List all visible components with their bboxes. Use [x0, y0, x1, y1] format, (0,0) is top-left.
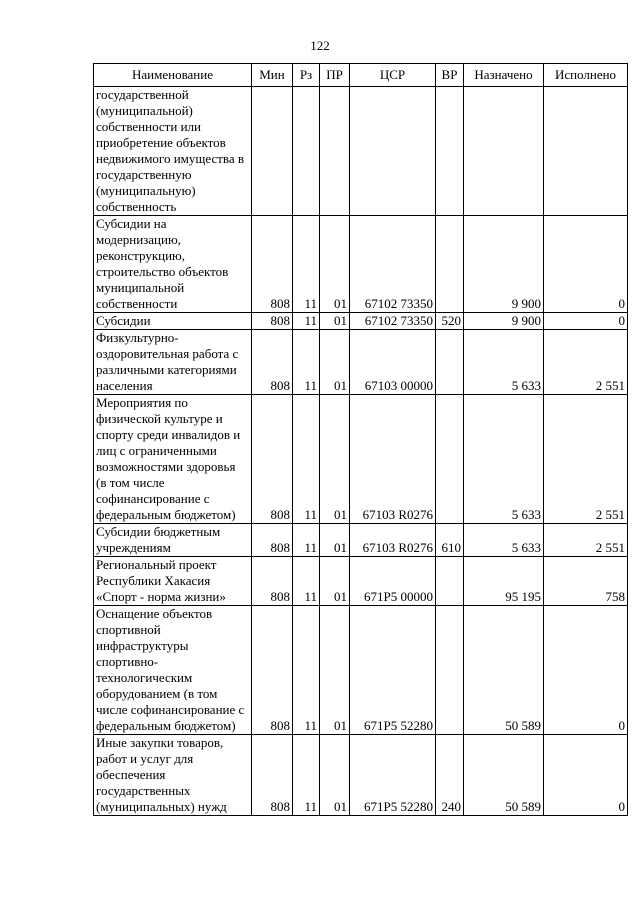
- row-name: Физкультурно-оздоровительная работа с различными категориями населения: [94, 330, 252, 395]
- row-csr: 67103 R0276: [350, 395, 436, 524]
- table-row: [94, 606, 628, 735]
- row-rz: 11: [293, 330, 320, 395]
- row-min: 808: [252, 395, 293, 524]
- row-rz: 11: [293, 216, 320, 313]
- header-executed: Исполнено: [544, 64, 628, 87]
- row-vr: [436, 395, 464, 524]
- row-rz: 11: [293, 606, 320, 735]
- row-executed: 2 551: [544, 524, 628, 557]
- header-vr: ВР: [436, 64, 464, 87]
- row-name: Мероприятия по физической культуре и спорту среди инвалидов и лиц с ограниченными возможностями здоровья (в том числе софинансирование с федеральным бюджетом): [94, 395, 252, 524]
- row-csr: [350, 87, 436, 216]
- row-pr: 01: [320, 606, 350, 735]
- row-min: 808: [252, 216, 293, 313]
- row-assigned: 9 900: [464, 216, 544, 313]
- table-row: [94, 557, 628, 606]
- row-rz: 11: [293, 395, 320, 524]
- row-min: 808: [252, 606, 293, 735]
- budget-table: [93, 63, 628, 816]
- row-executed: 0: [544, 313, 628, 330]
- row-vr: [436, 606, 464, 735]
- row-vr: [436, 87, 464, 216]
- row-pr: 01: [320, 557, 350, 606]
- header-rz: Рз: [293, 64, 320, 87]
- row-vr: 520: [436, 313, 464, 330]
- row-rz: 11: [293, 557, 320, 606]
- row-executed: 0: [544, 216, 628, 313]
- row-name: государственной (муниципальной) собственности или приобретение объектов недвижимого имущества в государственную (муниципальную) собственность: [94, 87, 252, 216]
- row-pr: 01: [320, 524, 350, 557]
- row-assigned: [464, 87, 544, 216]
- header-csr: ЦСР: [350, 64, 436, 87]
- row-csr: 67102 73350: [350, 216, 436, 313]
- row-assigned: 50 589: [464, 735, 544, 816]
- row-pr: 01: [320, 735, 350, 816]
- row-pr: 01: [320, 395, 350, 524]
- row-executed: 0: [544, 606, 628, 735]
- row-vr: [436, 330, 464, 395]
- row-executed: 2 551: [544, 395, 628, 524]
- table-header-row: [94, 64, 628, 87]
- row-csr: 67103 00000: [350, 330, 436, 395]
- row-assigned: 9 900: [464, 313, 544, 330]
- row-executed: [544, 87, 628, 216]
- row-assigned: 5 633: [464, 395, 544, 524]
- row-csr: 671P5 52280: [350, 606, 436, 735]
- row-min: 808: [252, 557, 293, 606]
- row-csr: 67102 73350: [350, 313, 436, 330]
- row-min: 808: [252, 313, 293, 330]
- row-rz: 11: [293, 524, 320, 557]
- table-row: [94, 735, 628, 816]
- row-name: Субсидии бюджетным учреждениям: [94, 524, 252, 557]
- table-row: [94, 313, 628, 330]
- table-row: [94, 87, 628, 216]
- row-vr: 240: [436, 735, 464, 816]
- row-name: Оснащение объектов спортивной инфраструктуры спортивно-технологическим оборудованием (в том числе софинансирование с федеральным бюджетом): [94, 606, 252, 735]
- table-row: [94, 216, 628, 313]
- row-assigned: 5 633: [464, 524, 544, 557]
- row-rz: [293, 87, 320, 216]
- page-number: 122: [310, 38, 330, 53]
- header-pr: ПР: [320, 64, 350, 87]
- row-pr: [320, 87, 350, 216]
- table-row: [94, 330, 628, 395]
- row-executed: 2 551: [544, 330, 628, 395]
- row-assigned: 50 589: [464, 606, 544, 735]
- header-assigned: Назначено: [464, 64, 544, 87]
- row-min: 808: [252, 330, 293, 395]
- row-csr: 671P5 00000: [350, 557, 436, 606]
- row-pr: 01: [320, 313, 350, 330]
- row-name: Региональный проект Республики Хакасия «Спорт - норма жизни»: [94, 557, 252, 606]
- row-min: 808: [252, 735, 293, 816]
- row-pr: 01: [320, 216, 350, 313]
- table-row: [94, 395, 628, 524]
- row-name: Субсидии: [94, 313, 252, 330]
- row-assigned: 5 633: [464, 330, 544, 395]
- row-name: Субсидии на модернизацию, реконструкцию, строительство объектов муниципальной собственности: [94, 216, 252, 313]
- table-row: [94, 524, 628, 557]
- header-name: Наименование: [94, 64, 252, 87]
- row-name: Иные закупки товаров, работ и услуг для обеспечения государственных (муниципальных) нужд: [94, 735, 252, 816]
- row-vr: 610: [436, 524, 464, 557]
- row-vr: [436, 216, 464, 313]
- row-rz: 11: [293, 735, 320, 816]
- row-pr: 01: [320, 330, 350, 395]
- row-csr: 671P5 52280: [350, 735, 436, 816]
- row-executed: 758: [544, 557, 628, 606]
- row-min: 808: [252, 524, 293, 557]
- row-rz: 11: [293, 313, 320, 330]
- header-min: Мин: [252, 64, 293, 87]
- row-executed: 0: [544, 735, 628, 816]
- row-min: [252, 87, 293, 216]
- row-assigned: 95 195: [464, 557, 544, 606]
- row-csr: 67103 R0276: [350, 524, 436, 557]
- row-vr: [436, 557, 464, 606]
